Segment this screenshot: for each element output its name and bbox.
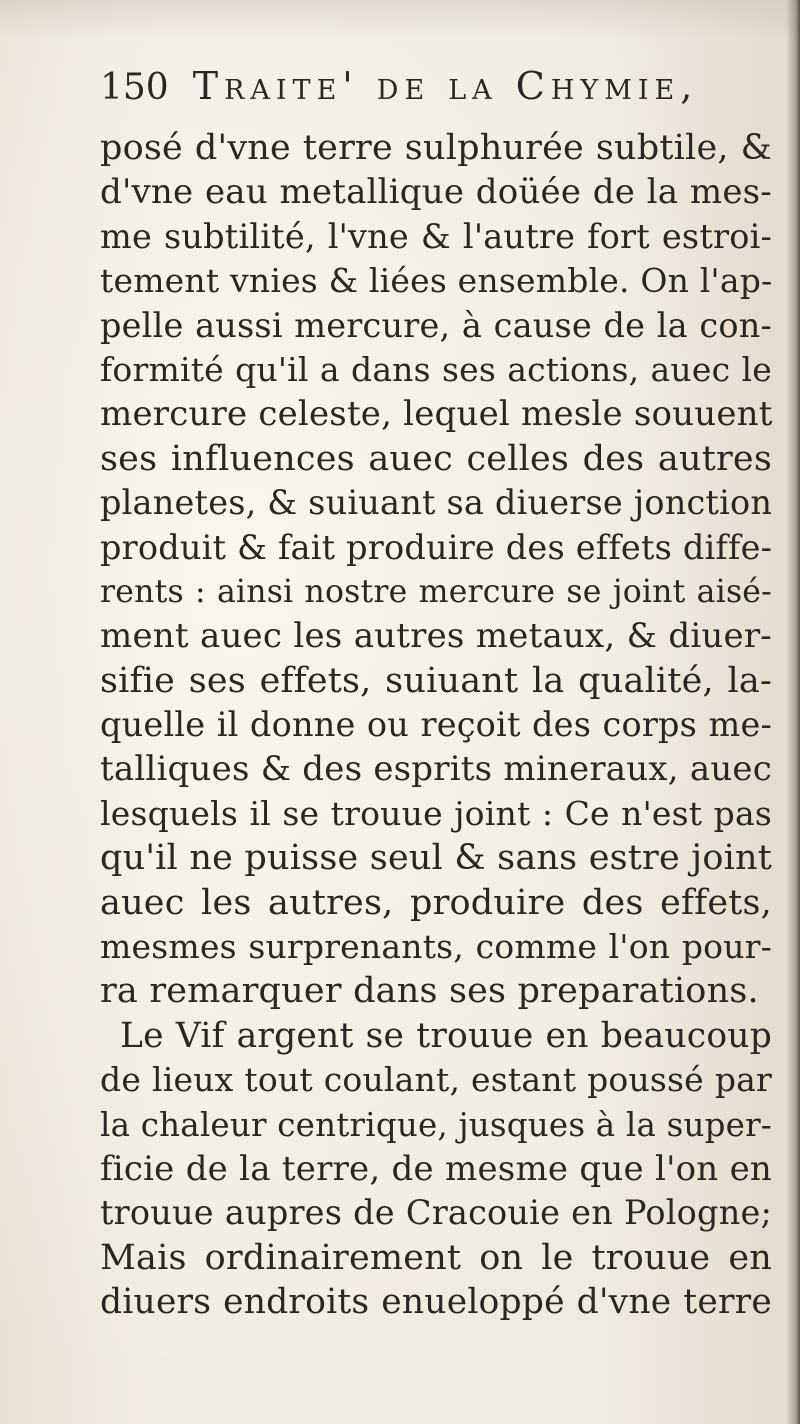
- text-line: sifie ses effets, suiuant la qualité, la-: [100, 660, 772, 701]
- page-number: 150: [100, 67, 169, 108]
- text-line: ses influences auec celles des autres: [100, 438, 772, 479]
- text-line: d'vne eau metallique doüée de la mes-: [100, 172, 772, 213]
- text-line: ficie de la terre, de mesme que l'on en: [100, 1148, 772, 1189]
- text-line: planetes, & suiuant sa diuerse jonction: [100, 483, 773, 523]
- text-line: formité qu'il a dans ses actions, auec le: [100, 349, 772, 389]
- text-line: diuers endroits enueloppé d'vne terre: [100, 1282, 772, 1323]
- text-line: talliques & des esprits mineraux, auec: [100, 749, 772, 790]
- text-line: rents : ainsi nostre mercure se joint aisé-: [100, 573, 772, 610]
- text-line: produit & fait produire des effets diffe-: [100, 527, 773, 567]
- text-line: auec les autres, produire des effets,: [100, 882, 772, 923]
- page-gutter-shadow: [786, 0, 800, 1424]
- text-line: lesquels il se trouue joint : Ce n'est pas: [100, 793, 772, 833]
- text-line: quelle il donne ou reçoit des corps me-: [100, 705, 772, 745]
- text-line: mesmes surprenants, comme l'on pour-: [100, 927, 772, 967]
- text-line: mercure celeste, lequel mesle souuent: [100, 394, 773, 435]
- text-line: de lieux tout coulant, estant poussé par: [100, 1060, 772, 1100]
- running-head-title: Traite' de la Chymie,: [192, 64, 699, 108]
- text-line: me subtilité, l'vne & l'autre fort estroi-: [100, 216, 772, 256]
- text-line: posé d'vne terre sulphurée subtile, &: [100, 128, 772, 168]
- running-head: [100, 64, 772, 126]
- text-line: trouue aupres de Cracouie en Pologne;: [100, 1193, 772, 1233]
- text-line: qu'il ne puisse seul & sans estre joint: [100, 838, 772, 879]
- paragraph-first-line: Le Vif argent se trouue en beaucoup: [120, 1015, 772, 1056]
- text-line: ment auec les autres metaux, & diuer-: [100, 616, 772, 657]
- text-line: Mais ordinairement on le trouue en: [100, 1237, 772, 1278]
- text-line: la chaleur centrique, jusques à la super-: [100, 1105, 772, 1144]
- text-line: pelle aussi mercure, à cause de la con-: [100, 305, 772, 345]
- text-line: tement vnies & liées ensemble. On l'ap-: [100, 261, 773, 301]
- text-block: [100, 64, 772, 1325]
- page-top-shadow: [0, 0, 800, 40]
- text-line: ra remarquer dans ses preparations.: [100, 971, 759, 1012]
